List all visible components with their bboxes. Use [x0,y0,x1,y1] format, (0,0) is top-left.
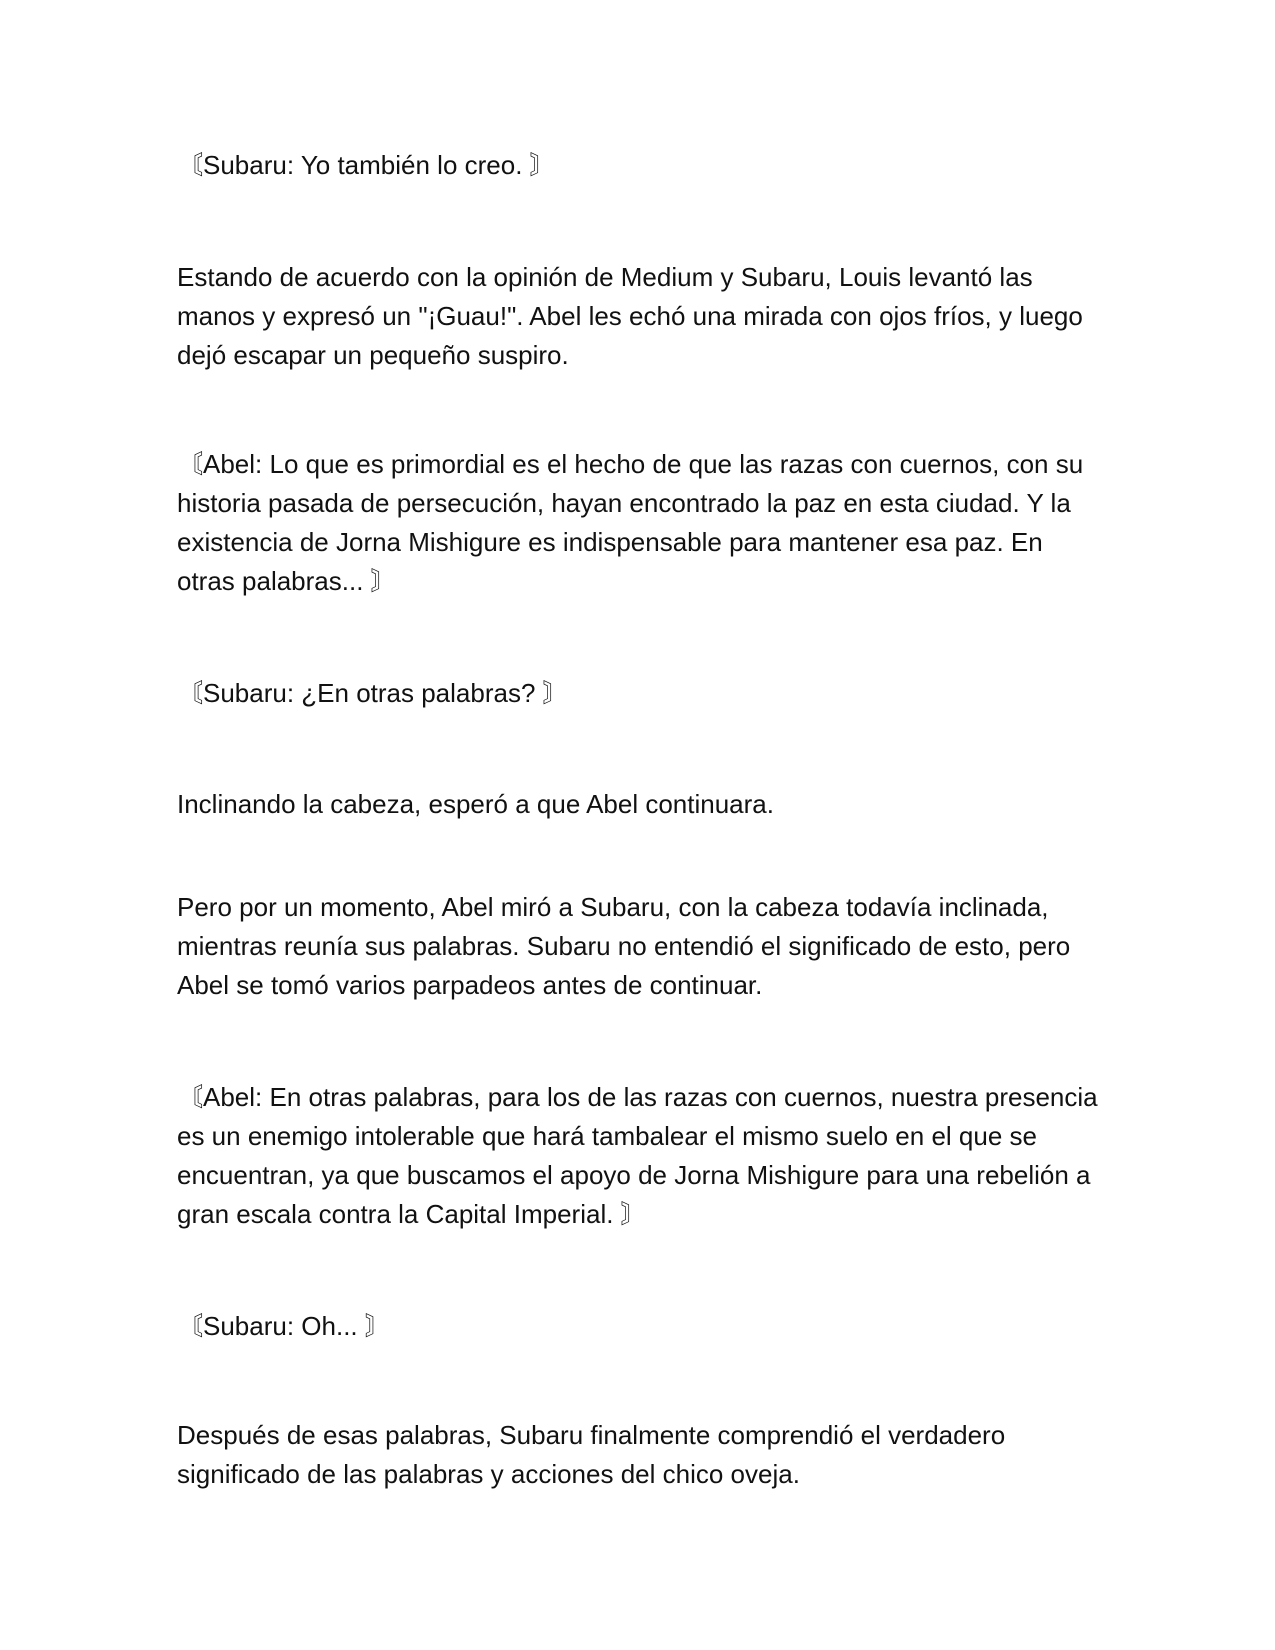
paragraph-spacer [177,1234,1107,1307]
dialogue-subaru-1: 〘Subaru: Yo también lo creo. 〙 [177,150,556,180]
narration-paragraph-4: Después de esas palabras, Subaru finalmente comprendió el verdadero significado de las palabras y acciones del chico oveja. [177,1420,1006,1489]
narration-paragraph-2: Inclinando la cabeza, esperó a que Abel continuara. [177,789,774,819]
paragraph-spacer [177,1346,1107,1416]
dialogue-abel-2: 〘Abel: En otras palabras, para los de las razas con cuernos, nuestra presencia es un enemigo intolerable que hará tambalear el mismo suelo en el que se encuentran, ya que buscamos el apoyo de Jorna Mishigure para una rebelión a gran escala contra la Capital Imperial. 〙 [177,1082,1098,1229]
paragraph-spacer [177,1005,1107,1078]
dialogue-abel-1: 〘Abel: Lo que es primordial es el hecho de que las razas con cuernos, con su historia pasada de persecución, hayan encontrado la paz en esta ciudad. Y la existencia de Jorna Mishigure es indispensable para mantener esa paz. En otras palabras... 〙 [177,449,1084,596]
dialogue-subaru-3: 〘Subaru: Oh... 〙 [177,1311,391,1341]
paragraph-spacer [177,713,1107,785]
narration-paragraph-1: Estando de acuerdo con la opinión de Medium y Subaru, Louis levantó las manos y expresó un "¡Guau!". Abel les echó una mirada con ojos fríos, y luego dejó escapar un pequeño suspiro. [177,262,1083,370]
paragraph-spacer [177,185,1107,258]
paragraph-spacer [177,601,1107,674]
paragraph-spacer [177,824,1107,888]
dialogue-subaru-2: 〘Subaru: ¿En otras palabras? 〙 [177,678,569,708]
narration-paragraph-3: Pero por un momento, Abel miró a Subaru, con la cabeza todavía inclinada, mientras reunía sus palabras. Subaru no entendió el significado de esto, pero Abel se tomó varios parpadeos antes de continuar. [177,892,1071,1000]
paragraph-spacer [177,375,1107,445]
document-body [177,146,1107,1494]
